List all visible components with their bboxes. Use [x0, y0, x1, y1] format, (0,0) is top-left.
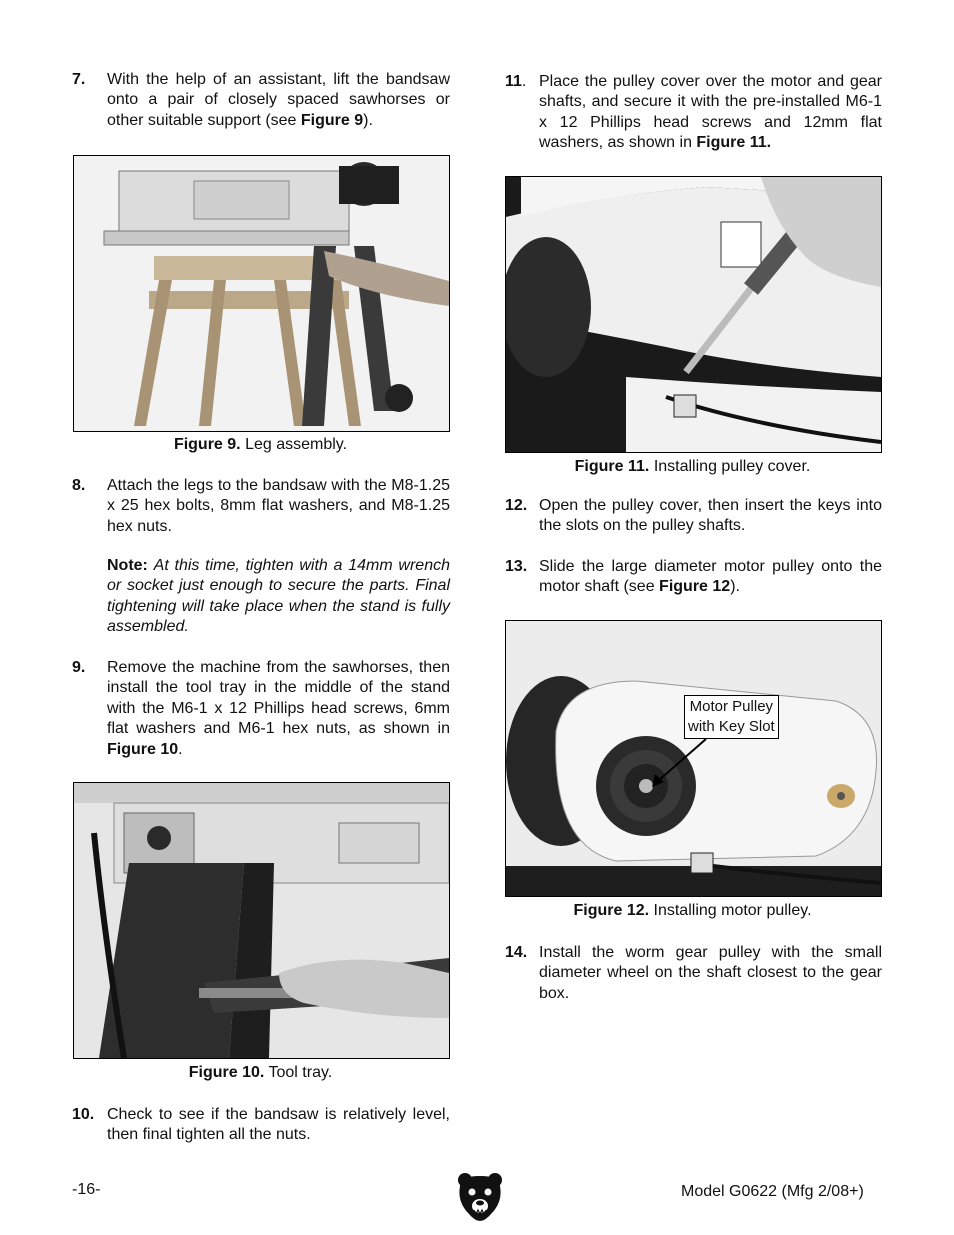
model-info: Model G0622 (Mfg 2/08+): [681, 1183, 864, 1200]
step-number: 7.: [72, 71, 86, 88]
step-number: 10.: [72, 1106, 95, 1123]
figure-11-image: [505, 176, 882, 453]
figure-12-callout: Motor Pulley with Key Slot: [684, 695, 779, 739]
step-note: Note: At this time, tighten with a 14mm wrench or socket just enough to secure the parts. Final tightening will take place when the stand is fully assembled.: [107, 557, 450, 636]
figure-10-image: [73, 782, 450, 1059]
step-text: Install the worm gear pulley with the small diameter wheel on the shaft closest to the gear box.: [539, 944, 882, 1002]
step-number: 9.: [72, 659, 86, 676]
figure-9-image: [73, 155, 450, 432]
step-number: 8.: [72, 477, 86, 494]
figure-9-caption: Figure 9. Leg assembly.: [173, 436, 348, 453]
step-number: 12.: [505, 497, 528, 514]
figure-11-caption: Figure 11. Installing pulley cover.: [574, 458, 811, 475]
step-text: Slide the large diameter motor pulley onto the motor shaft (see Figure 12).: [539, 558, 882, 596]
step-text: Check to see if the bandsaw is relatively level, then final tighten all the nuts.: [107, 1106, 450, 1144]
step-text: Open the pulley cover, then insert the keys into the slots on the pulley shafts.: [539, 497, 882, 535]
figure-12-caption: Figure 12. Installing motor pulley.: [573, 902, 812, 919]
page-number: -16-: [72, 1181, 101, 1198]
bear-head-logo-icon: [457, 1172, 503, 1222]
step-text: Attach the legs to the bandsaw with the M8-1.25 x 25 hex bolts, 8mm flat washers, and M8-1.25 hex nuts.: [107, 477, 450, 535]
step-number: 14.: [505, 944, 528, 961]
figure-10-caption: Figure 10. Tool tray.: [188, 1064, 333, 1081]
step-text: Remove the machine from the sawhorses, then install the tool tray in the middle of the stand with the M6-1 x 12 Phillips head screws, 6mm flat washers and M6-1 hex nuts, as shown in Figure 10.: [107, 659, 450, 758]
step-number: 11.: [505, 73, 527, 90]
step-text: With the help of an assistant, lift the bandsaw onto a pair of closely spaced sawhorses or other suitable support (see Figure 9).: [107, 71, 450, 129]
step-text: Place the pulley cover over the motor and gear shafts, and secure it with the pre-installed M6-1 x 12 Phillips head screws and 12mm flat washers, as shown in Figure 11.: [539, 73, 882, 152]
step-number: 13.: [505, 558, 528, 575]
figure-12-image: [505, 620, 882, 897]
